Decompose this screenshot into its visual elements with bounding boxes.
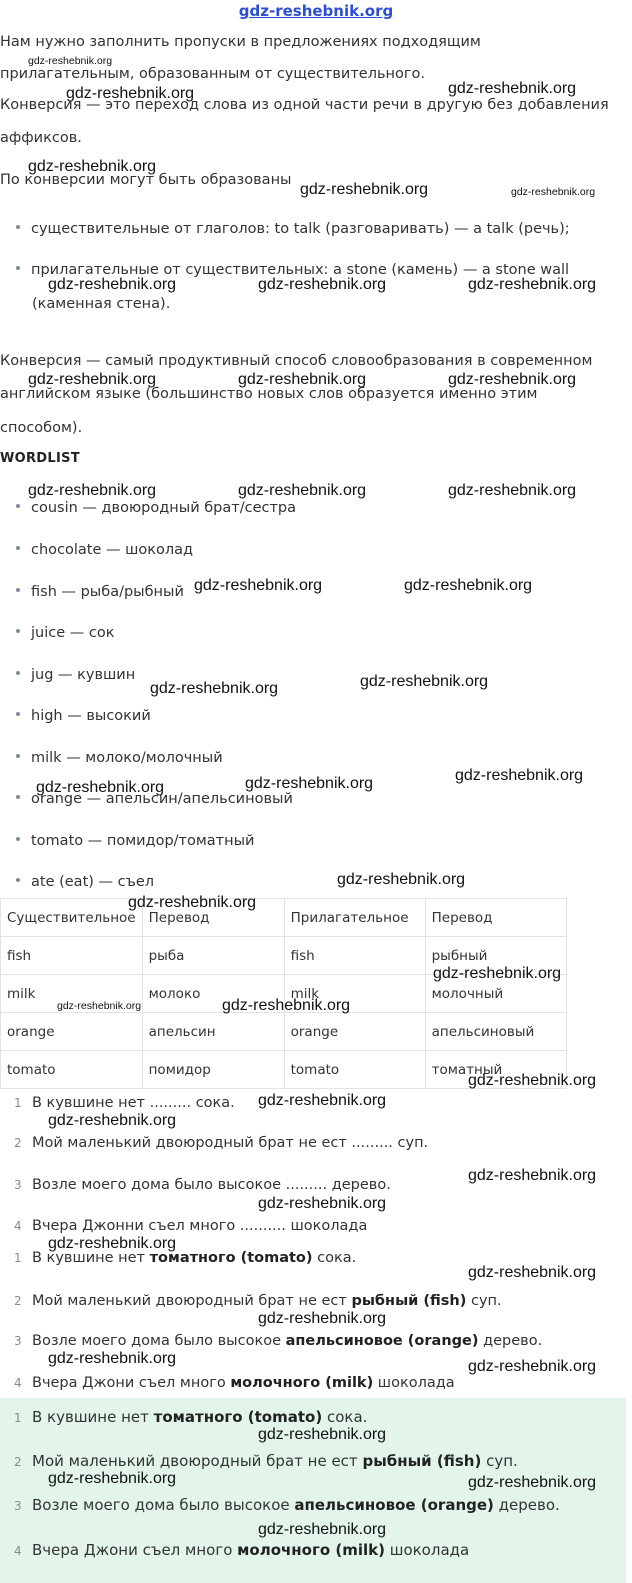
bullet-icon <box>16 504 20 508</box>
watermark-text: gdz-reshebnik.org <box>468 276 597 293</box>
task-item: 2 Мой маленький двоюродный брат не ест ......... суп. <box>14 1135 429 1151</box>
watermark-text: gdz-reshebnik.org <box>36 779 165 796</box>
intro-line-2: прилагательным, образованным от существительного. <box>0 66 425 82</box>
watermark-text: gdz-reshebnik.org <box>448 80 577 97</box>
watermark-text: gdz-reshebnik.org <box>258 1521 387 1538</box>
watermark-text: gdz-reshebnik.org <box>48 1112 177 1129</box>
answer-item: 1 В кувшине нет томатного (tomato) сока. <box>14 1250 357 1266</box>
watermark-text: gdz-reshebnik.org <box>128 894 257 911</box>
watermark-text: gdz-reshebnik.org <box>258 1310 387 1327</box>
task-item: 3 Возле моего дома было высокое ......... дерево. <box>14 1177 391 1193</box>
watermark-text: gdz-reshebnik.org <box>194 577 323 594</box>
intro-line-5: По конверсии могут быть образованы <box>0 172 292 188</box>
wordlist-item: jug — кувшин <box>16 667 135 683</box>
conclusion-line-1: Конверсия — самый продуктивный способ словообразования в современном <box>0 353 593 369</box>
table-header-cell: Прилагательное <box>284 899 425 937</box>
wordlist-item: chocolate — шоколад <box>16 542 193 558</box>
conclusion-line-3: способом). <box>0 420 83 436</box>
table-cell: fish <box>284 937 425 975</box>
bullet-icon <box>16 266 20 270</box>
bullet-icon <box>16 837 20 841</box>
highlighted-answer-item: 3 Возле моего дома было высокое апельсиновое (orange) дерево. <box>14 1496 560 1514</box>
table-cell: orange <box>284 1013 425 1051</box>
bullet-icon <box>16 754 20 758</box>
table-cell: orange <box>1 1013 143 1051</box>
watermark-text: gdz-reshebnik.org <box>433 965 562 982</box>
watermark-text: gdz-reshebnik.org <box>28 55 113 67</box>
wordlist-item: orange — апельсин/апельсиновый <box>16 791 293 807</box>
watermark-text: gdz-reshebnik.org <box>48 276 177 293</box>
watermark-text: gdz-reshebnik.org <box>455 767 584 784</box>
watermark-text: gdz-reshebnik.org <box>258 276 387 293</box>
wordlist-item: tomato — помидор/томатный <box>16 833 254 849</box>
table-row <box>1 1013 567 1051</box>
watermark-text: gdz-reshebnik.org <box>258 1426 387 1443</box>
watermark-text: gdz-reshebnik.org <box>238 482 367 499</box>
watermark-text: gdz-reshebnik.org <box>245 775 374 792</box>
watermark-text: gdz-reshebnik.org <box>337 871 466 888</box>
table-cell: tomato <box>284 1051 425 1089</box>
wordlist-item: ate (eat) — съел <box>16 874 154 890</box>
watermark-text: gdz-reshebnik.org <box>468 1264 597 1281</box>
bullet-icon <box>16 712 20 716</box>
watermark-text: gdz-reshebnik.org <box>300 181 429 198</box>
answer-item: 2 Мой маленький двоюродный брат не ест рыбный (fish) суп. <box>14 1293 502 1309</box>
noun-adjective-table <box>0 898 567 1089</box>
watermark-text: gdz-reshebnik.org <box>28 482 157 499</box>
highlighted-answer-item: 4 Вчера Джони съел много молочного (milk) шоколада <box>14 1541 470 1559</box>
watermark-text: gdz-reshebnik.org <box>48 1470 177 1487</box>
bullet-icon <box>16 629 20 633</box>
table-cell: апельсиновый <box>425 1013 566 1051</box>
table-cell: молочный <box>425 975 566 1013</box>
site-header-link[interactable]: gdz-reshebnik.org <box>238 2 394 20</box>
wordlist-item: milk — молоко/молочный <box>16 750 223 766</box>
table-cell: milk <box>1 975 143 1013</box>
bullet-icon <box>16 588 20 592</box>
table-cell: томатный <box>425 1051 566 1089</box>
bullet-icon <box>16 225 20 229</box>
watermark-text: gdz-reshebnik.org <box>28 158 157 175</box>
watermark-text: gdz-reshebnik.org <box>222 997 351 1014</box>
conversion-example-2-cont: (каменная стена). <box>32 296 171 312</box>
table-cell: помидор <box>142 1051 284 1089</box>
table-header-cell: Перевод <box>425 899 566 937</box>
watermark-text: gdz-reshebnik.org <box>150 680 279 697</box>
table-header-row <box>1 899 567 937</box>
watermark-text: gdz-reshebnik.org <box>66 85 195 102</box>
wordlist-item: fish — рыба/рыбный <box>16 584 184 600</box>
table-cell: tomato <box>1 1051 143 1089</box>
table-cell: апельсин <box>142 1013 284 1051</box>
intro-line-1: Нам нужно заполнить пропуски в предложениях подходящим <box>0 34 481 50</box>
watermark-text: gdz-reshebnik.org <box>468 1167 597 1184</box>
watermark-text: gdz-reshebnik.org <box>448 371 577 388</box>
bullet-icon <box>16 546 20 550</box>
highlighted-answer-item: 2 Мой маленький двоюродный брат не ест рыбный (fish) суп. <box>14 1452 518 1470</box>
answer-item: 3 Возле моего дома было высокое апельсиновое (orange) дерево. <box>14 1333 543 1349</box>
watermark-text: gdz-reshebnik.org <box>511 186 596 198</box>
answer-item: 4 Вчера Джони съел много молочного (milk) шоколада <box>14 1375 455 1391</box>
intro-line-3: Конверсия — это переход слова из одной части речи в другую без добавления <box>0 97 609 113</box>
bullet-icon <box>16 671 20 675</box>
watermark-text: gdz-reshebnik.org <box>404 577 533 594</box>
watermark-text: gdz-reshebnik.org <box>258 1195 387 1212</box>
highlighted-answer-item: 1 В кувшине нет томатного (tomato) сока. <box>14 1408 368 1426</box>
table-cell: рыба <box>142 937 284 975</box>
wordlist-item: high — высокий <box>16 708 151 724</box>
watermark-text: gdz-reshebnik.org <box>468 1474 597 1491</box>
task-item: 1 В кувшине нет ......... сока. <box>14 1095 235 1111</box>
watermark-text: gdz-reshebnik.org <box>258 1092 387 1109</box>
wordlist-heading: WORDLIST <box>0 451 80 466</box>
table-cell: молоко <box>142 975 284 1013</box>
conversion-example-1: существительные от глаголов: to talk (разговаривать) — a talk (речь); <box>16 221 570 237</box>
intro-line-4: аффиксов. <box>0 130 82 146</box>
watermark-text: gdz-reshebnik.org <box>48 1350 177 1367</box>
table-cell: рыбный <box>425 937 566 975</box>
watermark-text: gdz-reshebnik.org <box>468 1358 597 1375</box>
wordlist-item: cousin — двоюродный брат/сестра <box>16 500 296 516</box>
watermark-text: gdz-reshebnik.org <box>28 371 157 388</box>
conclusion-line-2: английском языке (большинство новых слов образуется именно этим <box>0 386 538 402</box>
bullet-icon <box>16 795 20 799</box>
wordlist-item: juice — сок <box>16 625 114 641</box>
watermark-text: gdz-reshebnik.org <box>468 1072 597 1089</box>
watermark-text: gdz-reshebnik.org <box>57 1000 142 1012</box>
watermark-text: gdz-reshebnik.org <box>48 1235 177 1252</box>
bullet-icon <box>16 878 20 882</box>
table-header-cell: Перевод <box>142 899 284 937</box>
watermark-text: gdz-reshebnik.org <box>448 482 577 499</box>
conversion-example-2: прилагательные от существительных: a stone (камень) — a stone wall <box>16 262 569 278</box>
task-item: 4 Вчера Джонни съел много .......... шоколада <box>14 1218 368 1234</box>
table-header-cell: Существительное <box>1 899 143 937</box>
table-cell: fish <box>1 937 143 975</box>
table-cell: milk <box>284 975 425 1013</box>
watermark-text: gdz-reshebnik.org <box>360 673 489 690</box>
watermark-text: gdz-reshebnik.org <box>238 371 367 388</box>
